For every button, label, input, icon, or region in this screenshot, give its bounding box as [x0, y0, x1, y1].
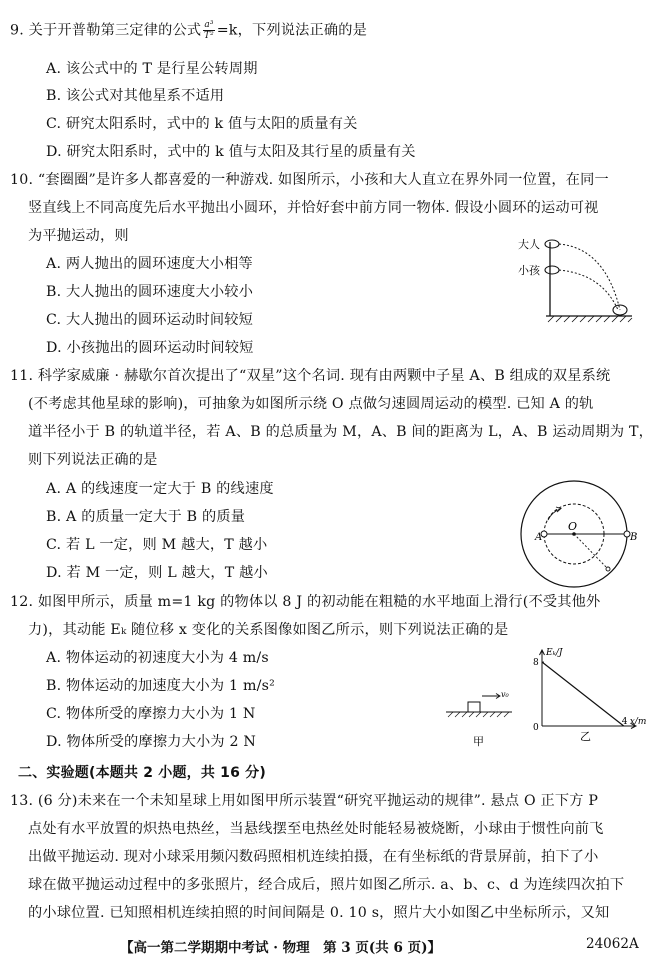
label-jia: 甲 — [473, 735, 484, 748]
q12-option-c: C. 物体所受的摩擦力大小为 1 N — [46, 706, 256, 722]
ground-hatch — [548, 316, 632, 322]
q9-stem-post: =k，下列说法正确的是 — [216, 22, 368, 39]
q9-option-d: D. 研究太阳系时，式中的 k 值与太阳及其行星的质量有关 — [46, 144, 416, 160]
q13-stem-line: 球在做平抛运动过程中的多张照片，经合成后，照片如图乙所示. a、b、c、d 为连续四次拍下 — [28, 877, 625, 893]
x-axis-label: x/m — [629, 717, 647, 727]
q13-stem-line: 的小球位置. 已知照相机连续拍照的时间间隔是 0. 10 s，照片大小如图乙中坐标所示，又知 — [28, 905, 610, 921]
q11-option-c: C. 若 L 一定，则 M 越大，T 越小 — [46, 537, 268, 553]
q9-option-c: C. 研究太阳系时，式中的 k 值与太阳的质量有关 — [46, 116, 358, 132]
ground-hatch — [448, 712, 509, 717]
adult-trajectory — [559, 244, 620, 310]
label-a: A — [535, 532, 543, 543]
adult-ring — [545, 240, 559, 248]
block — [468, 702, 480, 712]
child-ring — [545, 266, 559, 274]
section-title: 二、实验题(本题共 2 小题，共 16 分) — [18, 765, 266, 781]
q9-stem-pre: 9. 关于开普勒第三定律的公式 — [10, 22, 202, 39]
q13-stem-line: 13. (6 分)未来在一个未知星球上用如图甲所示装置“研究平抛运动的规律”. 悬点 O 正下方 P — [10, 793, 599, 809]
footer-title: 【高一第二学期期中考试 · 物理 第 3 页(共 6 页)】 — [120, 940, 441, 956]
q10-stem-line: 竖直线上不同高度先后水平抛出小圆环，并恰好套中前方同一物体. 假设小圆环的运动可视 — [28, 200, 599, 216]
q10-option-b: B. 大人抛出的圆环速度大小较小 — [46, 284, 254, 300]
q10-option-d: D. 小孩抛出的圆环运动时间较短 — [46, 340, 254, 356]
sliding-block-figure — [440, 690, 520, 754]
q10-option-a: A. 两人抛出的圆环速度大小相等 — [46, 256, 253, 272]
q11-stem-line: (不考虑其他星球的影响)，可抽象为如图所示绕 O 点做匀速圆周运动的模型. 已知 A 的轨 — [28, 396, 594, 412]
velocity-label: v₀ — [501, 690, 509, 699]
q9-option-b: B. 该公式对其他星系不适用 — [46, 88, 225, 104]
footer-code: 24062A — [586, 936, 639, 952]
ring-toss-figure — [510, 230, 640, 330]
q10-stem-line: 为平抛运动，则 — [28, 228, 129, 244]
ek-series-line — [542, 662, 624, 726]
q11-option-a: A. A 的线速度一定大于 B 的线速度 — [46, 481, 274, 497]
q13-stem-line: 出做平抛运动. 现对小球采用频闪数码照相机连续拍摄，在有坐标纸的背景屏前，拍下了小 — [28, 849, 599, 865]
q11-stem-line: 11. 科学家威廉 · 赫歇尔首次提出了“双星”这个名词. 现有由两颗中子星 A、B 组成的双星系统 — [10, 368, 611, 384]
adult-label: 大人 — [518, 238, 540, 251]
child-label: 小孩 — [518, 264, 540, 277]
y-axis-label: Eₖ/J — [546, 648, 563, 658]
q12-option-b: B. 物体运动的加速度大小为 1 m/s² — [46, 678, 275, 694]
y-tick-label: 8 — [533, 658, 539, 668]
q12-option-d: D. 物体所受的摩擦力大小为 2 N — [46, 734, 257, 750]
star-b-moved — [606, 567, 610, 571]
child-trajectory — [559, 270, 618, 310]
q11-option-b: B. A 的质量一定大于 B 的质量 — [46, 509, 246, 525]
x-tick-label: 4 — [621, 717, 628, 727]
q9-stem — [10, 20, 367, 41]
label-b: B — [630, 532, 638, 543]
q10-stem-line: 10. “套圈圈”是许多人都喜爱的一种游戏. 如图所示，小孩和大人直立在界外同一位置，在同一 — [10, 172, 609, 188]
label-yi: 乙 — [580, 730, 591, 743]
q11-stem-line: 道半径小于 B 的轨道半径，若 A、B 的总质量为 M，A、B 间的距离为 L，A、B 运动周期为 T， — [28, 424, 653, 440]
q12-stem-line: 力)，其动能 Eₖ 随位移 x 变化的关系图像如图乙所示，则下列说法正确的是 — [28, 622, 509, 638]
fraction-numerator: a³ — [204, 20, 214, 30]
q10-option-c: C. 大人抛出的圆环运动时间较短 — [46, 312, 254, 328]
q11-stem-line: 则下列说法正确的是 — [28, 452, 158, 468]
q13-stem-line: 点处有水平放置的炽热电热丝，当悬线摆至电热丝处时能轻易被烧断，小球由于惯性向前飞 — [28, 821, 604, 837]
q12-option-a: A. 物体运动的初速度大小为 4 m/s — [46, 650, 269, 666]
fraction-denominator: T² — [203, 31, 214, 41]
q11-option-d: D. 若 M 一定，则 L 越大，T 越小 — [46, 565, 268, 581]
ek-x-chart — [520, 642, 647, 754]
kepler-fraction — [203, 20, 214, 41]
q9-option-a: A. 该公式中的 T 是行星公转周期 — [46, 61, 258, 77]
label-o: O — [568, 520, 578, 533]
origin-label: 0 — [533, 723, 539, 733]
binary-star-figure — [518, 480, 644, 588]
q12-stem-line: 12. 如图甲所示，质量 m=1 kg 的物体以 8 J 的初动能在粗糙的水平地面上滑行(不受其他外 — [10, 594, 601, 610]
